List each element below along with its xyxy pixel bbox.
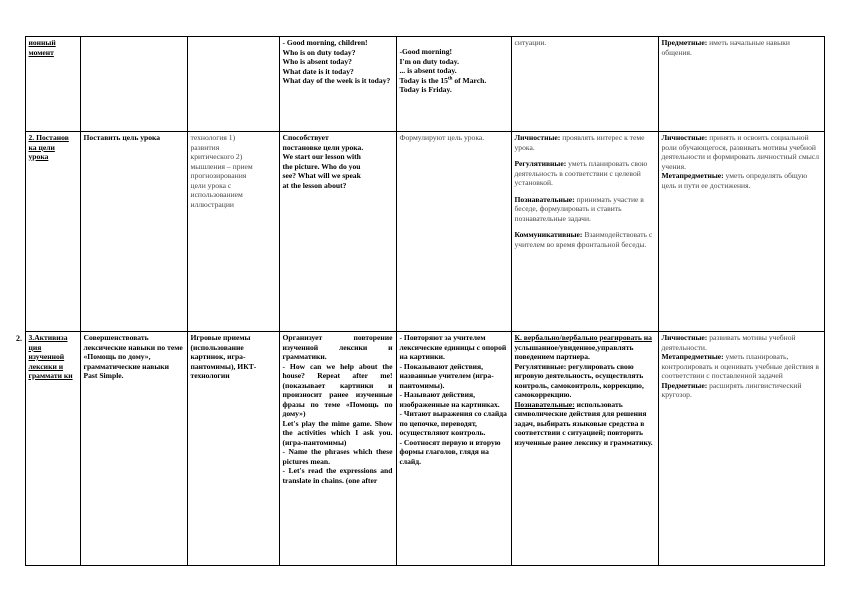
tech-line: технология 1) <box>190 133 236 142</box>
student-line: - Показывают действия, названные учителем (игра-пантомимы). <box>399 361 494 390</box>
teacher-line: Let's play the mime game. Show the activities which I ask you. (игра-пантомимы) <box>282 418 395 447</box>
student-line: - Читают выражения со слайда по цепочке, переводят, осуществляют контроль. <box>399 409 509 437</box>
tech-line: критического 2) <box>190 152 243 161</box>
students-activity-cell <box>396 332 511 566</box>
teacher-line: - Let's read the expressions and translate in chains. (one after <box>282 466 395 485</box>
student-line: - Повторяют за учителем лексические единицы с опорой на картинки. <box>399 333 509 361</box>
row-number <box>15 132 25 332</box>
teacher-line: - Name the phrases which these pictures mean. <box>282 447 395 466</box>
stage-name: 2. Постанов ка цели урока <box>28 133 69 161</box>
tech-line: прогнозирования <box>190 171 247 180</box>
lesson-plan-table <box>15 36 825 566</box>
technology-cell <box>187 132 279 332</box>
row-number <box>15 37 25 132</box>
teacher-line: What day of the week is it today? <box>282 76 391 85</box>
stage-cell <box>25 132 80 332</box>
teacher-activity-cell <box>279 332 396 566</box>
student-line: I'm on duty today. <box>399 56 460 66</box>
uud-cell: Предметные: иметь начальные навыки общения. <box>658 37 824 132</box>
uud-cell: Личностные: принять и освоить социальной роли обучающегося, развивать мотивы учебной деятельности и формировать личностный смысл учения. Метапредметные: уметь определять общую цель и пути ее достижения. <box>658 132 824 332</box>
student-line: - Соотносят первую и вторую формы глаголов, глядя на слайд. <box>399 437 503 466</box>
student-line: Today is the 15th of March. <box>399 75 487 85</box>
table-row <box>15 132 824 332</box>
task-cell: Поставить цель урока <box>80 132 187 332</box>
teacher-line: at the lesson about? <box>282 180 347 190</box>
student-line: ... is absent today. <box>399 66 457 75</box>
stage-name: ионный момент <box>28 38 56 57</box>
result-cell: ситуации. <box>511 37 658 132</box>
stage-name: 3.Активиза ция изученной лексики и граммати ки <box>28 333 73 380</box>
teacher-line: - How can we help about the house? Repeat after me! (показывает картинки и произносит ранее изученные фразы по теме «Помощь по дому») <box>282 361 395 418</box>
teacher-line: We start our lesson with <box>282 152 361 161</box>
tech-line: развития <box>190 142 220 152</box>
teacher-line: Who is absent today? <box>282 57 352 66</box>
student-line: -Good morning! <box>399 47 453 56</box>
result-cell: Личностные: проявлять интерес к теме урока. Регулятивные: уметь планировать свою деятельность в соответствии с целевой установкой. Познавательные: принимать участие в беседе, формулировать и ставить познавательные задачи. Коммуникативные: Взаимодействовать с учителем во время фронтальной беседы. <box>511 132 658 332</box>
students-activity-cell <box>396 37 511 132</box>
task-cell <box>80 37 187 132</box>
task-cell: Совершенствовать лексические навыки по теме «Помощь по дому», грамматические навыки Past Simple. <box>80 332 187 566</box>
student-line: Today is Friday. <box>399 85 452 94</box>
teacher-activity-cell <box>279 132 396 332</box>
tech-line: цели урока с <box>190 180 232 190</box>
teacher-line: see? What will we speak <box>282 171 361 180</box>
teacher-line: Организует повторение изученной лексики и грамматики. <box>282 333 395 361</box>
result-cell: К. вербально/вербально реагировать на услышанное/увиденное,управлять поведением партнера. Регулятивные: регулировать свою игровую деятельность, осуществлять контроль, самоконтроль, коррекцию, самокоррекцию. Познавательные: использовать символические действия для решения задач, выбирать языковые средства в соответствии с ситуацией; повторить изученные ранее лексику и грамматику. <box>511 332 658 566</box>
stage-cell <box>25 37 80 132</box>
teacher-line: the picture. Who do you <box>282 161 361 171</box>
technology-cell <box>187 37 279 132</box>
student-line: - Называют действия, изображенные на картинках. <box>399 390 500 409</box>
teacher-activity-cell <box>279 37 396 132</box>
teacher-line: What date is it today? <box>282 66 354 76</box>
tech-line: иллюстрации <box>190 199 234 209</box>
tech-line: использованием <box>190 190 243 199</box>
table-row <box>15 332 824 566</box>
students-activity-cell: Формулируют цель урока. <box>396 132 511 332</box>
teacher-line: - Good morning, children! <box>282 38 368 47</box>
teacher-line: постановке цели урока. <box>282 142 364 152</box>
teacher-line: Who is on duty today? <box>282 47 356 57</box>
uud-cell: Личностные: развивать мотивы учебной деятельности. Метапредметные: уметь планировать, контролировать и оценивать учебные действия в соответствии с поставленной задачей Предметные: расширять лингвистический кругозор. <box>658 332 824 566</box>
tech-line: мышления – прием <box>190 161 253 171</box>
row-number: 2. <box>16 333 22 343</box>
table-row <box>15 37 824 132</box>
teacher-line: Способствует <box>282 133 329 142</box>
technology-cell: Игровые приемы (использование картинок, игра-пантомимы), ИКТ-технологии <box>187 332 279 566</box>
stage-cell <box>25 332 80 566</box>
